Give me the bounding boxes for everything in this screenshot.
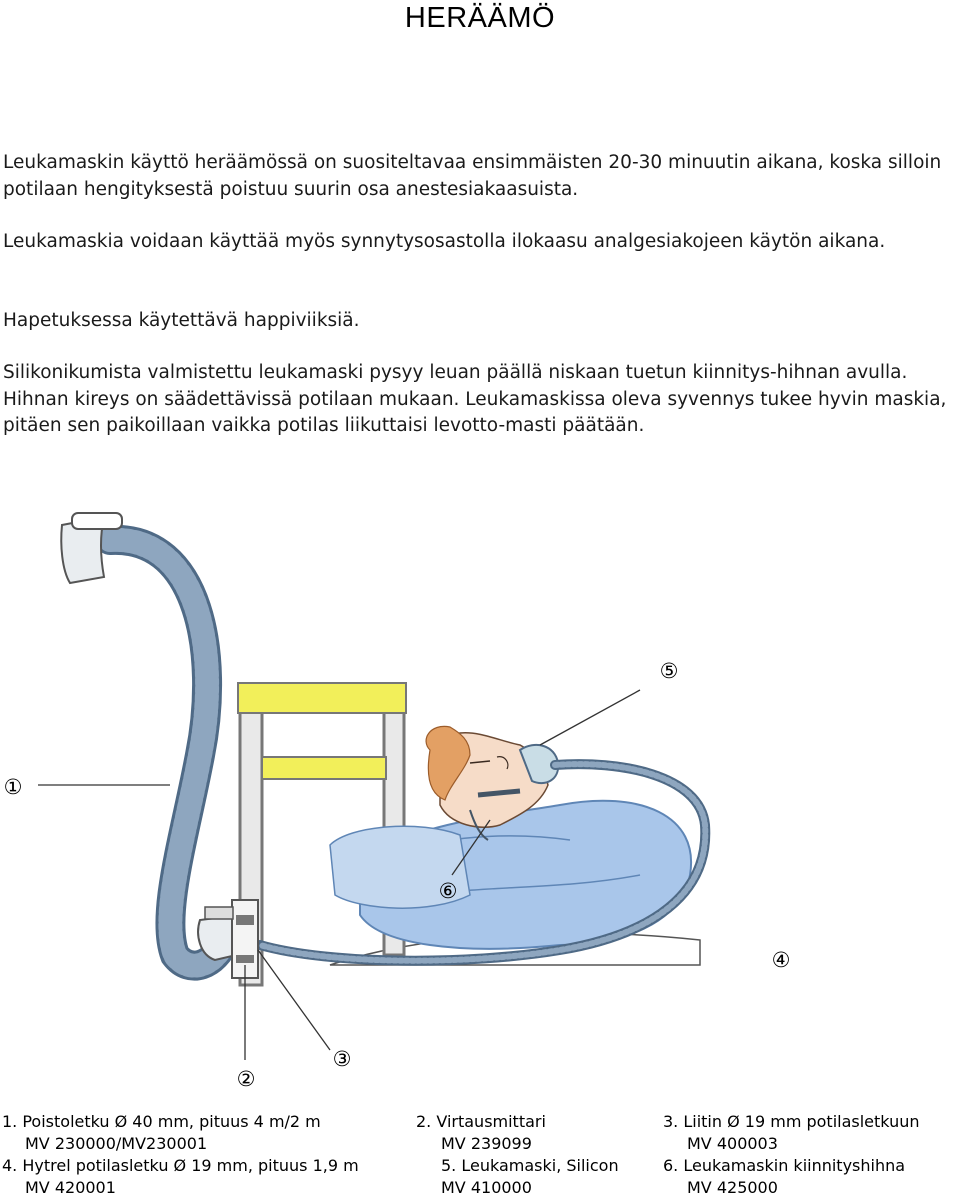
paragraph-oxygenation: Hapetuksessa käytettävä happiviiksiä. [3,310,360,331]
legend-3-title: 3. Liitin Ø 19 mm potilasletkuun [663,1112,920,1131]
legend-5-title: 5. Leukamaski, Silicon [441,1156,619,1175]
chin-mask-illustration [0,495,960,1095]
callout-1: ① [3,775,23,799]
legend-4-title: 4. Hytrel potilasletku Ø 19 mm, pituus 1,9 m [2,1156,359,1175]
callout-6: ⑥ [438,879,458,903]
callout-2: ② [236,1067,256,1091]
bed-rail-middle [262,757,386,779]
legend-3-code: MV 400003 [687,1134,778,1153]
legend-4-code: MV 420001 [25,1178,116,1197]
legend-6-title: 6. Leukamaskin kiinnityshihna [663,1156,906,1175]
legend-1-title: 1. Poistoletku Ø 40 mm, pituus 4 m/2 m [2,1112,321,1131]
legend-2-code: MV 239099 [441,1134,532,1153]
bed-rail-top [238,683,406,713]
legend-5-code: MV 410000 [441,1178,532,1197]
legend-6-code: MV 425000 [687,1178,778,1197]
paragraph-mask-description: Silikonikumista valmistettu leukamaski pysyy leuan päällä niskaan tuetun kiinnitys-hihnan avulla. Hihnan kireys on säädettävissä potilaan mukaan. Leukamaskissa oleva syvennys tukee hyvin maskia, pitäen sen paikoillaan vaikka potilas liikuttaisi levotto-masti päätään. [3,362,947,436]
legend-1-code: MV 230000/MV230001 [25,1134,208,1153]
paragraph-usage-maternity: Leukamaskia voidaan käyttää myös synnytysosastolla ilokaasu analgesiakojeen käytön aikana. [3,231,886,252]
callout-5: ⑤ [659,659,679,683]
callout-4: ④ [771,948,791,972]
legend-2-title: 2. Virtausmittari [416,1112,546,1131]
paragraph-usage-recovery: Leukamaskin käyttö heräämössä on suositeltavaa ensimmäisten 20-30 minuutin aikana, koska silloin potilaan hengityksestä poistuu suurin osa anestesiakaasuista. [3,152,942,200]
callout-3: ③ [332,1047,352,1071]
page-title: HERÄÄMÖ [404,2,556,34]
